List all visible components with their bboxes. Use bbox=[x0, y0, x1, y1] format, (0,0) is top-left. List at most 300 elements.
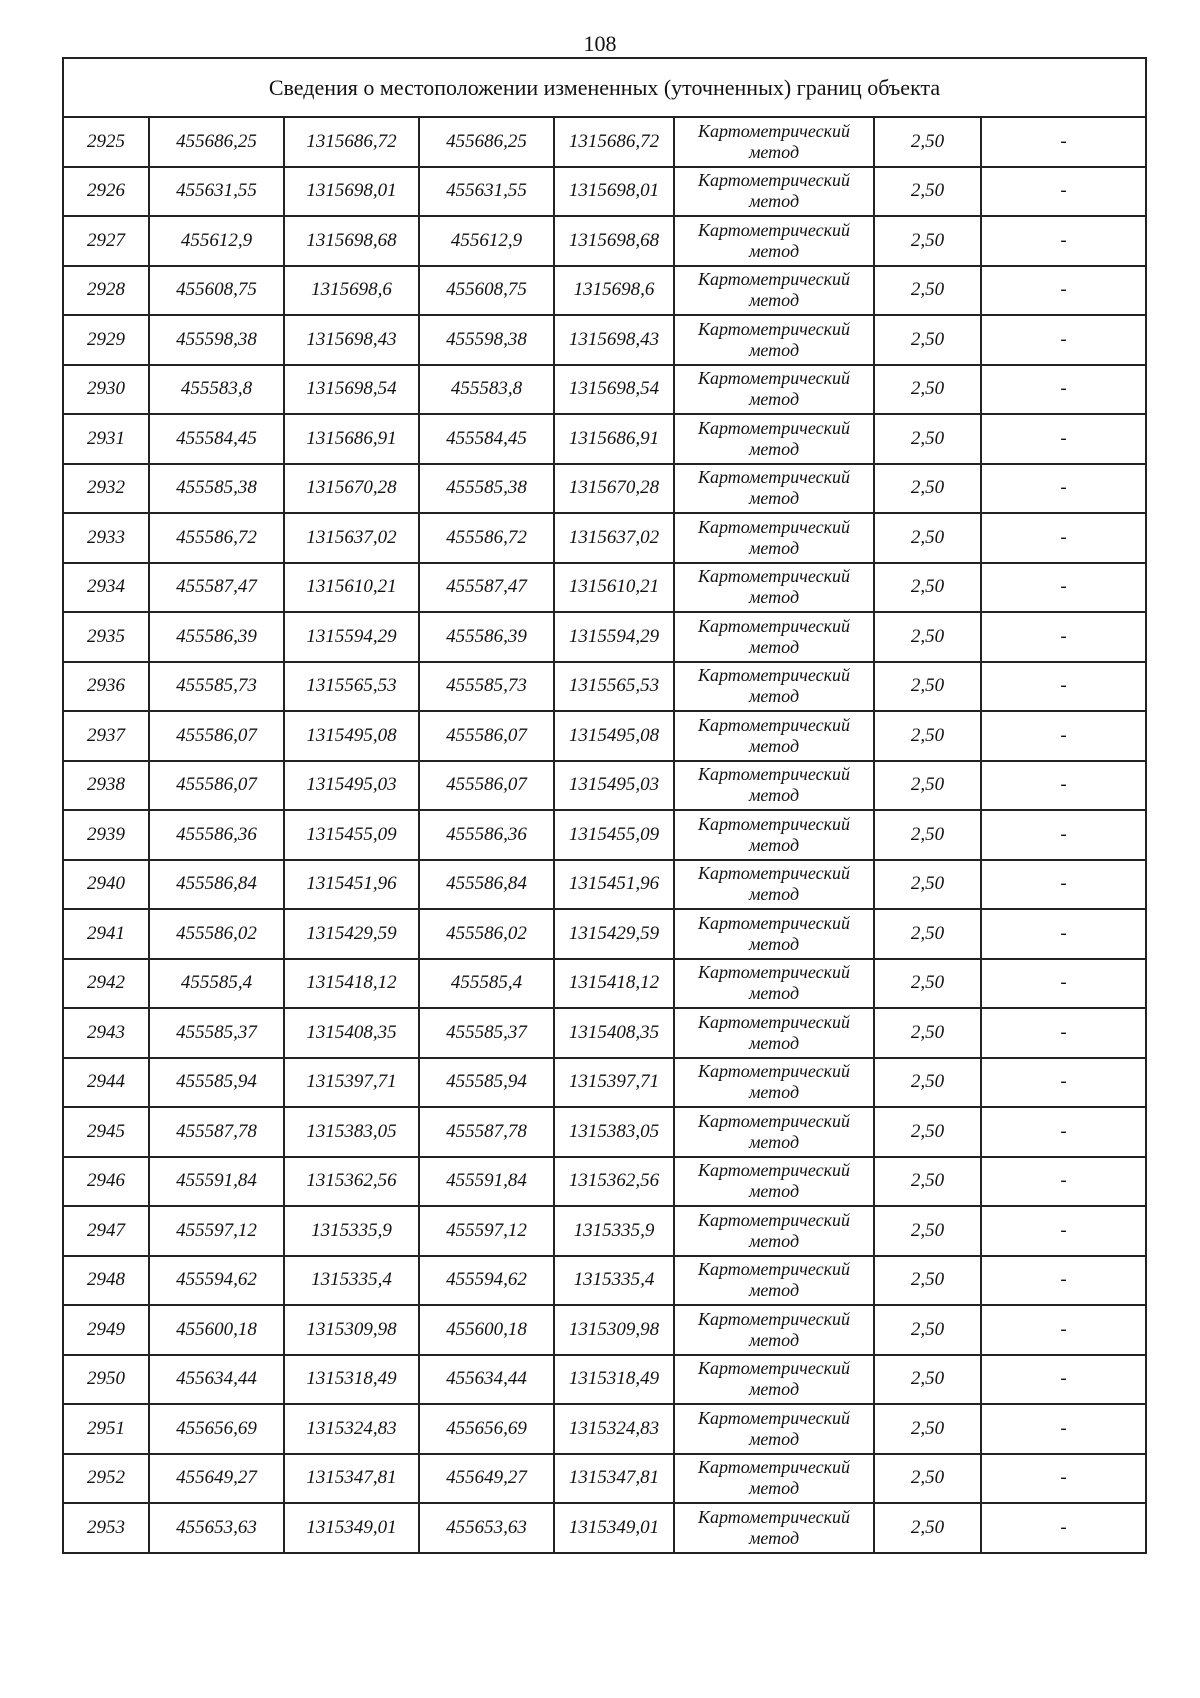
point-number-cell: 2925 bbox=[63, 117, 149, 167]
method-line-1: Картометрический bbox=[697, 863, 850, 884]
y-existing-cell: 1315594,29 bbox=[284, 612, 419, 662]
point-number-cell: 2951 bbox=[63, 1404, 149, 1454]
x-existing-cell: 455586,02 bbox=[149, 909, 284, 959]
accuracy-cell: 2,50 bbox=[874, 711, 981, 761]
table-title-row bbox=[63, 58, 1146, 117]
table-row bbox=[63, 1008, 1146, 1058]
table-row bbox=[63, 414, 1146, 464]
description-cell: - bbox=[981, 563, 1146, 613]
description-cell: - bbox=[981, 1206, 1146, 1256]
table-row bbox=[63, 662, 1146, 712]
y-new-cell: 1315408,35 bbox=[554, 1008, 674, 1058]
table-row bbox=[63, 464, 1146, 514]
method-line-1: Картометрический bbox=[697, 269, 850, 290]
table-row bbox=[63, 216, 1146, 266]
y-existing-cell: 1315686,72 bbox=[284, 117, 419, 167]
point-number-cell: 2939 bbox=[63, 810, 149, 860]
method-line-1: Картометрический bbox=[697, 813, 850, 834]
point-number-cell: 2942 bbox=[63, 959, 149, 1009]
point-number-cell: 2952 bbox=[63, 1454, 149, 1504]
method-line-1: Картометрический bbox=[697, 1506, 850, 1527]
table-row bbox=[63, 167, 1146, 217]
method-line-2: метод bbox=[748, 1082, 800, 1103]
table-row bbox=[63, 711, 1146, 761]
y-new-cell: 1315698,54 bbox=[554, 365, 674, 415]
y-new-cell: 1315455,09 bbox=[554, 810, 674, 860]
table-row bbox=[63, 909, 1146, 959]
method-cell bbox=[674, 464, 874, 514]
y-new-cell: 1315335,4 bbox=[554, 1256, 674, 1306]
y-existing-cell: 1315698,43 bbox=[284, 315, 419, 365]
accuracy-cell: 2,50 bbox=[874, 810, 981, 860]
description-cell: - bbox=[981, 1008, 1146, 1058]
method-line-1: Картометрический bbox=[697, 1308, 850, 1329]
method-cell bbox=[674, 662, 874, 712]
point-number-cell: 2933 bbox=[63, 513, 149, 563]
x-existing-cell: 455586,84 bbox=[149, 860, 284, 910]
x-existing-cell: 455586,39 bbox=[149, 612, 284, 662]
point-number-cell: 2953 bbox=[63, 1503, 149, 1553]
x-existing-cell: 455587,78 bbox=[149, 1107, 284, 1157]
y-new-cell: 1315347,81 bbox=[554, 1454, 674, 1504]
method-cell bbox=[674, 1404, 874, 1454]
method-cell bbox=[674, 167, 874, 217]
y-existing-cell: 1315637,02 bbox=[284, 513, 419, 563]
point-number-cell: 2926 bbox=[63, 167, 149, 217]
x-existing-cell: 455585,37 bbox=[149, 1008, 284, 1058]
y-existing-cell: 1315418,12 bbox=[284, 959, 419, 1009]
x-existing-cell: 455686,25 bbox=[149, 117, 284, 167]
accuracy-cell: 2,50 bbox=[874, 1008, 981, 1058]
method-cell bbox=[674, 761, 874, 811]
method-line-2: метод bbox=[748, 1032, 800, 1053]
y-existing-cell: 1315495,08 bbox=[284, 711, 419, 761]
method-line-2: метод bbox=[748, 290, 800, 311]
accuracy-cell: 2,50 bbox=[874, 909, 981, 959]
point-number-cell: 2947 bbox=[63, 1206, 149, 1256]
description-cell: - bbox=[981, 1256, 1146, 1306]
x-new-cell: 455649,27 bbox=[419, 1454, 554, 1504]
method-line-2: метод bbox=[748, 1280, 800, 1301]
y-new-cell: 1315309,98 bbox=[554, 1305, 674, 1355]
x-existing-cell: 455585,73 bbox=[149, 662, 284, 712]
point-number-cell: 2944 bbox=[63, 1058, 149, 1108]
table-row bbox=[63, 959, 1146, 1009]
x-new-cell: 455653,63 bbox=[419, 1503, 554, 1553]
description-cell: - bbox=[981, 711, 1146, 761]
y-new-cell: 1315565,53 bbox=[554, 662, 674, 712]
method-cell bbox=[674, 513, 874, 563]
y-existing-cell: 1315335,4 bbox=[284, 1256, 419, 1306]
method-line-1: Картометрический bbox=[697, 1011, 850, 1032]
point-number-cell: 2949 bbox=[63, 1305, 149, 1355]
method-line-1: Картометрический bbox=[697, 1407, 850, 1428]
method-cell bbox=[674, 1107, 874, 1157]
y-existing-cell: 1315335,9 bbox=[284, 1206, 419, 1256]
method-line-2: метод bbox=[748, 636, 800, 657]
y-existing-cell: 1315610,21 bbox=[284, 563, 419, 613]
y-existing-cell: 1315451,96 bbox=[284, 860, 419, 910]
method-line-2: метод bbox=[748, 1478, 800, 1499]
y-existing-cell: 1315318,49 bbox=[284, 1355, 419, 1405]
accuracy-cell: 2,50 bbox=[874, 563, 981, 613]
point-number-cell: 2950 bbox=[63, 1355, 149, 1405]
y-existing-cell: 1315495,03 bbox=[284, 761, 419, 811]
x-existing-cell: 455631,55 bbox=[149, 167, 284, 217]
point-number-cell: 2940 bbox=[63, 860, 149, 910]
method-line-2: метод bbox=[748, 240, 800, 261]
point-number-cell: 2930 bbox=[63, 365, 149, 415]
method-cell bbox=[674, 810, 874, 860]
x-new-cell: 455583,8 bbox=[419, 365, 554, 415]
description-cell: - bbox=[981, 464, 1146, 514]
accuracy-cell: 2,50 bbox=[874, 365, 981, 415]
x-new-cell: 455587,47 bbox=[419, 563, 554, 613]
accuracy-cell: 2,50 bbox=[874, 464, 981, 514]
x-new-cell: 455585,73 bbox=[419, 662, 554, 712]
description-cell: - bbox=[981, 1058, 1146, 1108]
method-line-2: метод bbox=[748, 735, 800, 756]
y-new-cell: 1315698,6 bbox=[554, 266, 674, 316]
method-line-2: метод bbox=[748, 1428, 800, 1449]
x-existing-cell: 455634,44 bbox=[149, 1355, 284, 1405]
x-new-cell: 455631,55 bbox=[419, 167, 554, 217]
x-existing-cell: 455608,75 bbox=[149, 266, 284, 316]
y-existing-cell: 1315349,01 bbox=[284, 1503, 419, 1553]
accuracy-cell: 2,50 bbox=[874, 1256, 981, 1306]
method-cell bbox=[674, 1058, 874, 1108]
method-cell bbox=[674, 959, 874, 1009]
description-cell: - bbox=[981, 216, 1146, 266]
description-cell: - bbox=[981, 117, 1146, 167]
point-number-cell: 2946 bbox=[63, 1157, 149, 1207]
method-line-1: Картометрический bbox=[697, 516, 850, 537]
x-new-cell: 455586,39 bbox=[419, 612, 554, 662]
accuracy-cell: 2,50 bbox=[874, 513, 981, 563]
x-existing-cell: 455591,84 bbox=[149, 1157, 284, 1207]
x-new-cell: 455597,12 bbox=[419, 1206, 554, 1256]
x-new-cell: 455585,37 bbox=[419, 1008, 554, 1058]
table-row bbox=[63, 860, 1146, 910]
description-cell: - bbox=[981, 909, 1146, 959]
y-new-cell: 1315670,28 bbox=[554, 464, 674, 514]
y-existing-cell: 1315565,53 bbox=[284, 662, 419, 712]
point-number-cell: 2941 bbox=[63, 909, 149, 959]
method-line-1: Картометрический bbox=[697, 1259, 850, 1280]
method-line-1: Картометрический bbox=[697, 1457, 850, 1478]
y-new-cell: 1315349,01 bbox=[554, 1503, 674, 1553]
method-line-2: метод bbox=[748, 785, 800, 806]
table-row bbox=[63, 1305, 1146, 1355]
x-new-cell: 455586,36 bbox=[419, 810, 554, 860]
description-cell: - bbox=[981, 167, 1146, 217]
table-row bbox=[63, 266, 1146, 316]
method-line-1: Картометрический bbox=[697, 764, 850, 785]
x-existing-cell: 455586,72 bbox=[149, 513, 284, 563]
method-line-1: Картометрический bbox=[697, 615, 850, 636]
x-new-cell: 455598,38 bbox=[419, 315, 554, 365]
method-line-2: метод bbox=[748, 1181, 800, 1202]
method-line-2: метод bbox=[748, 686, 800, 707]
y-existing-cell: 1315698,6 bbox=[284, 266, 419, 316]
point-number-cell: 2943 bbox=[63, 1008, 149, 1058]
y-new-cell: 1315594,29 bbox=[554, 612, 674, 662]
x-new-cell: 455591,84 bbox=[419, 1157, 554, 1207]
method-cell bbox=[674, 1503, 874, 1553]
point-number-cell: 2936 bbox=[63, 662, 149, 712]
table-row bbox=[63, 761, 1146, 811]
method-line-1: Картометрический bbox=[697, 1160, 850, 1181]
y-new-cell: 1315698,01 bbox=[554, 167, 674, 217]
method-line-2: метод bbox=[748, 339, 800, 360]
point-number-cell: 2927 bbox=[63, 216, 149, 266]
y-existing-cell: 1315698,54 bbox=[284, 365, 419, 415]
point-number-cell: 2932 bbox=[63, 464, 149, 514]
x-existing-cell: 455583,8 bbox=[149, 365, 284, 415]
x-new-cell: 455586,07 bbox=[419, 711, 554, 761]
description-cell: - bbox=[981, 1157, 1146, 1207]
method-line-2: метод bbox=[748, 1527, 800, 1548]
method-cell bbox=[674, 1256, 874, 1306]
accuracy-cell: 2,50 bbox=[874, 117, 981, 167]
x-new-cell: 455584,45 bbox=[419, 414, 554, 464]
method-line-2: метод bbox=[748, 537, 800, 558]
y-new-cell: 1315637,02 bbox=[554, 513, 674, 563]
method-line-1: Картометрический bbox=[697, 417, 850, 438]
y-new-cell: 1315418,12 bbox=[554, 959, 674, 1009]
y-existing-cell: 1315686,91 bbox=[284, 414, 419, 464]
method-line-2: метод bbox=[748, 141, 800, 162]
y-existing-cell: 1315698,01 bbox=[284, 167, 419, 217]
table-row bbox=[63, 1107, 1146, 1157]
accuracy-cell: 2,50 bbox=[874, 761, 981, 811]
table-row bbox=[63, 1454, 1146, 1504]
accuracy-cell: 2,50 bbox=[874, 860, 981, 910]
y-existing-cell: 1315362,56 bbox=[284, 1157, 419, 1207]
point-number-cell: 2929 bbox=[63, 315, 149, 365]
y-existing-cell: 1315408,35 bbox=[284, 1008, 419, 1058]
method-cell bbox=[674, 1454, 874, 1504]
accuracy-cell: 2,50 bbox=[874, 216, 981, 266]
y-new-cell: 1315383,05 bbox=[554, 1107, 674, 1157]
method-line-1: Картометрический bbox=[697, 120, 850, 141]
x-existing-cell: 455597,12 bbox=[149, 1206, 284, 1256]
description-cell: - bbox=[981, 1454, 1146, 1504]
method-line-1: Картометрический bbox=[697, 170, 850, 191]
accuracy-cell: 2,50 bbox=[874, 612, 981, 662]
accuracy-cell: 2,50 bbox=[874, 315, 981, 365]
method-cell bbox=[674, 860, 874, 910]
accuracy-cell: 2,50 bbox=[874, 1404, 981, 1454]
x-existing-cell: 455656,69 bbox=[149, 1404, 284, 1454]
y-new-cell: 1315335,9 bbox=[554, 1206, 674, 1256]
description-cell: - bbox=[981, 810, 1146, 860]
table-row bbox=[63, 513, 1146, 563]
description-cell: - bbox=[981, 1503, 1146, 1553]
method-cell bbox=[674, 1157, 874, 1207]
description-cell: - bbox=[981, 315, 1146, 365]
accuracy-cell: 2,50 bbox=[874, 1157, 981, 1207]
x-existing-cell: 455612,9 bbox=[149, 216, 284, 266]
x-existing-cell: 455587,47 bbox=[149, 563, 284, 613]
method-cell bbox=[674, 1355, 874, 1405]
table-row bbox=[63, 563, 1146, 613]
x-existing-cell: 455585,4 bbox=[149, 959, 284, 1009]
x-new-cell: 455586,07 bbox=[419, 761, 554, 811]
point-number-cell: 2945 bbox=[63, 1107, 149, 1157]
table-row bbox=[63, 810, 1146, 860]
y-new-cell: 1315698,68 bbox=[554, 216, 674, 266]
description-cell: - bbox=[981, 414, 1146, 464]
method-cell bbox=[674, 612, 874, 662]
x-new-cell: 455594,62 bbox=[419, 1256, 554, 1306]
point-number-cell: 2935 bbox=[63, 612, 149, 662]
table-row bbox=[63, 1256, 1146, 1306]
y-existing-cell: 1315324,83 bbox=[284, 1404, 419, 1454]
accuracy-cell: 2,50 bbox=[874, 662, 981, 712]
x-existing-cell: 455585,94 bbox=[149, 1058, 284, 1108]
y-new-cell: 1315686,72 bbox=[554, 117, 674, 167]
y-existing-cell: 1315309,98 bbox=[284, 1305, 419, 1355]
method-cell bbox=[674, 1008, 874, 1058]
y-new-cell: 1315495,03 bbox=[554, 761, 674, 811]
method-line-1: Картометрический bbox=[697, 467, 850, 488]
y-new-cell: 1315451,96 bbox=[554, 860, 674, 910]
x-existing-cell: 455586,07 bbox=[149, 711, 284, 761]
y-existing-cell: 1315455,09 bbox=[284, 810, 419, 860]
table-title: Сведения о местоположении измененных (уточненных) границ объекта bbox=[63, 58, 1146, 117]
method-line-2: метод bbox=[748, 587, 800, 608]
accuracy-cell: 2,50 bbox=[874, 1206, 981, 1256]
description-cell: - bbox=[981, 860, 1146, 910]
method-cell bbox=[674, 563, 874, 613]
table-row bbox=[63, 365, 1146, 415]
y-existing-cell: 1315397,71 bbox=[284, 1058, 419, 1108]
method-line-1: Картометрический bbox=[697, 318, 850, 339]
y-new-cell: 1315397,71 bbox=[554, 1058, 674, 1108]
x-existing-cell: 455586,36 bbox=[149, 810, 284, 860]
method-line-2: метод bbox=[748, 983, 800, 1004]
method-cell bbox=[674, 1305, 874, 1355]
description-cell: - bbox=[981, 513, 1146, 563]
method-line-1: Картометрический bbox=[697, 1110, 850, 1131]
method-line-2: метод bbox=[748, 1379, 800, 1400]
x-new-cell: 455634,44 bbox=[419, 1355, 554, 1405]
x-new-cell: 455600,18 bbox=[419, 1305, 554, 1355]
y-new-cell: 1315362,56 bbox=[554, 1157, 674, 1207]
table-row bbox=[63, 1503, 1146, 1553]
method-line-1: Картометрический bbox=[697, 962, 850, 983]
method-line-1: Картометрический bbox=[697, 219, 850, 240]
boundary-coordinates-table bbox=[62, 57, 1147, 1554]
x-new-cell: 455585,4 bbox=[419, 959, 554, 1009]
y-new-cell: 1315318,49 bbox=[554, 1355, 674, 1405]
x-existing-cell: 455585,38 bbox=[149, 464, 284, 514]
method-line-2: метод bbox=[748, 438, 800, 459]
table-row bbox=[63, 1157, 1146, 1207]
method-cell bbox=[674, 117, 874, 167]
method-line-2: метод bbox=[748, 488, 800, 509]
description-cell: - bbox=[981, 365, 1146, 415]
point-number-cell: 2937 bbox=[63, 711, 149, 761]
description-cell: - bbox=[981, 761, 1146, 811]
x-existing-cell: 455653,63 bbox=[149, 1503, 284, 1553]
description-cell: - bbox=[981, 959, 1146, 1009]
table-row bbox=[63, 1058, 1146, 1108]
x-new-cell: 455686,25 bbox=[419, 117, 554, 167]
y-new-cell: 1315429,59 bbox=[554, 909, 674, 959]
accuracy-cell: 2,50 bbox=[874, 1503, 981, 1553]
method-line-1: Картометрический bbox=[697, 1061, 850, 1082]
y-new-cell: 1315324,83 bbox=[554, 1404, 674, 1454]
y-existing-cell: 1315698,68 bbox=[284, 216, 419, 266]
x-new-cell: 455587,78 bbox=[419, 1107, 554, 1157]
table-row bbox=[63, 315, 1146, 365]
accuracy-cell: 2,50 bbox=[874, 959, 981, 1009]
method-line-1: Картометрический bbox=[697, 665, 850, 686]
accuracy-cell: 2,50 bbox=[874, 1305, 981, 1355]
description-cell: - bbox=[981, 1404, 1146, 1454]
y-new-cell: 1315698,43 bbox=[554, 315, 674, 365]
accuracy-cell: 2,50 bbox=[874, 1355, 981, 1405]
x-existing-cell: 455584,45 bbox=[149, 414, 284, 464]
y-existing-cell: 1315347,81 bbox=[284, 1454, 419, 1504]
point-number-cell: 2948 bbox=[63, 1256, 149, 1306]
x-existing-cell: 455649,27 bbox=[149, 1454, 284, 1504]
accuracy-cell: 2,50 bbox=[874, 1454, 981, 1504]
x-new-cell: 455608,75 bbox=[419, 266, 554, 316]
description-cell: - bbox=[981, 266, 1146, 316]
point-number-cell: 2928 bbox=[63, 266, 149, 316]
description-cell: - bbox=[981, 1305, 1146, 1355]
method-line-2: метод bbox=[748, 884, 800, 905]
method-cell bbox=[674, 711, 874, 761]
point-number-cell: 2938 bbox=[63, 761, 149, 811]
method-line-1: Картометрический bbox=[697, 566, 850, 587]
method-cell bbox=[674, 315, 874, 365]
accuracy-cell: 2,50 bbox=[874, 414, 981, 464]
x-new-cell: 455586,72 bbox=[419, 513, 554, 563]
x-new-cell: 455586,02 bbox=[419, 909, 554, 959]
accuracy-cell: 2,50 bbox=[874, 167, 981, 217]
x-new-cell: 455612,9 bbox=[419, 216, 554, 266]
y-existing-cell: 1315670,28 bbox=[284, 464, 419, 514]
accuracy-cell: 2,50 bbox=[874, 1058, 981, 1108]
accuracy-cell: 2,50 bbox=[874, 266, 981, 316]
method-line-2: метод bbox=[748, 191, 800, 212]
y-new-cell: 1315495,08 bbox=[554, 711, 674, 761]
method-line-1: Картометрический bbox=[697, 368, 850, 389]
description-cell: - bbox=[981, 612, 1146, 662]
method-cell bbox=[674, 365, 874, 415]
x-existing-cell: 455594,62 bbox=[149, 1256, 284, 1306]
method-line-1: Картометрический bbox=[697, 714, 850, 735]
table-row bbox=[63, 1355, 1146, 1405]
x-new-cell: 455656,69 bbox=[419, 1404, 554, 1454]
x-new-cell: 455585,94 bbox=[419, 1058, 554, 1108]
description-cell: - bbox=[981, 662, 1146, 712]
x-existing-cell: 455586,07 bbox=[149, 761, 284, 811]
point-number-cell: 2934 bbox=[63, 563, 149, 613]
table-row bbox=[63, 1404, 1146, 1454]
table-row bbox=[63, 117, 1146, 167]
x-existing-cell: 455600,18 bbox=[149, 1305, 284, 1355]
table-body bbox=[63, 117, 1146, 1553]
accuracy-cell: 2,50 bbox=[874, 1107, 981, 1157]
method-cell bbox=[674, 266, 874, 316]
page-number: 108 bbox=[583, 31, 617, 56]
method-line-2: метод bbox=[748, 1230, 800, 1251]
